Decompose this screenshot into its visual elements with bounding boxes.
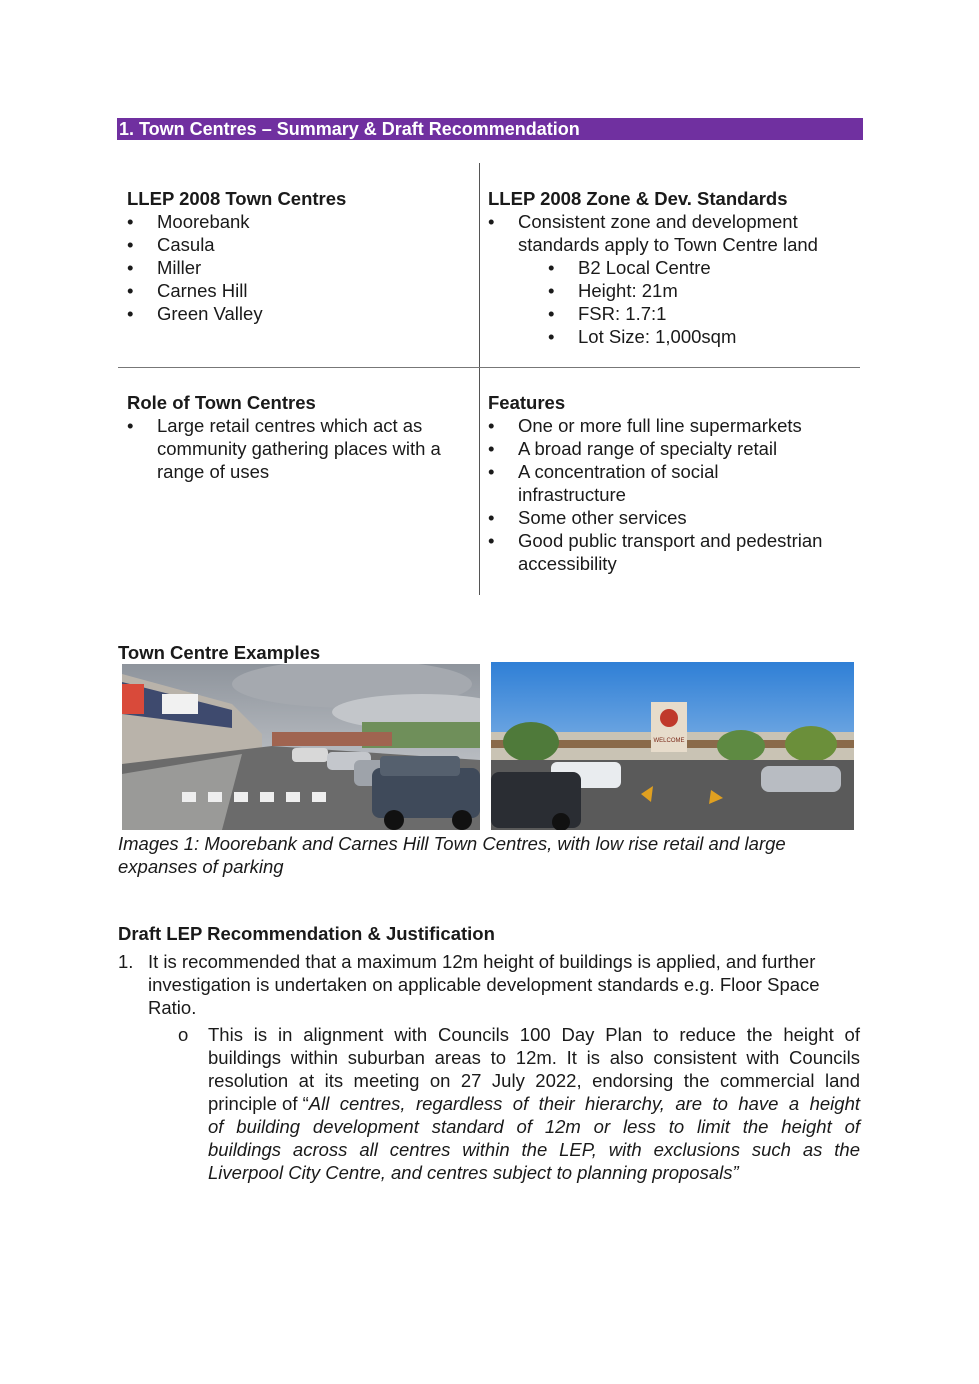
- bullet-icon: •: [127, 415, 134, 436]
- list-item-text: A concentration of social: [518, 461, 719, 482]
- bullet-icon: •: [127, 211, 134, 232]
- features-list: [488, 414, 860, 575]
- bullet-icon: •: [127, 257, 134, 278]
- caption-line: Images 1: Moorebank and Carnes Hill Town Centres, with low rise retail and large: [118, 833, 786, 854]
- moorebank-photo: [122, 664, 480, 830]
- list-item-text: community gathering places with a: [157, 438, 441, 459]
- list-item: [488, 460, 860, 506]
- list-item: [127, 414, 472, 483]
- cell-heading: LLEP 2008 Zone & Dev. Standards: [488, 188, 788, 209]
- list-item-text: Moorebank: [157, 211, 250, 232]
- justification-item: [178, 1023, 860, 1184]
- bullet-icon: •: [127, 234, 134, 255]
- list-item: [488, 210, 860, 256]
- list-item-text: Large retail centres which act as: [157, 415, 423, 436]
- bullet-icon: •: [488, 438, 495, 459]
- role-list: [127, 414, 472, 483]
- bullet-icon: •: [488, 530, 495, 551]
- bullet-icon: •: [488, 461, 495, 482]
- list-item: [488, 506, 860, 529]
- list-number: 1.: [118, 951, 134, 972]
- examples-heading: Town Centre Examples: [118, 642, 321, 663]
- section-title-bar: [117, 118, 863, 140]
- recommendation-heading: Draft LEP Recommendation & Justification: [118, 923, 495, 944]
- circle-bullet-icon: o: [178, 1024, 189, 1045]
- bullet-icon: •: [488, 507, 495, 528]
- list-item-text: accessibility: [518, 553, 617, 574]
- text-line: resolution at its meeting on 27 July 2022, endorsing the commercial land: [208, 1070, 860, 1091]
- grid-horizontal-divider: [118, 367, 860, 368]
- list-item-text: FSR: 1.7:1: [578, 303, 667, 324]
- quote-line: of building development standard of 12m or less to limit the height of: [208, 1116, 860, 1137]
- recommendation-text: [118, 950, 860, 1019]
- bullet-icon: •: [127, 280, 134, 301]
- list-item-text: A broad range of specialty retail: [518, 438, 778, 459]
- welcome-sign: WELCOME: [653, 738, 685, 744]
- text-line: buildings within suburban areas to 12m. It is also consistent with Councils: [208, 1047, 860, 1068]
- bullet-icon: •: [548, 280, 555, 301]
- bullet-icon: •: [127, 303, 134, 324]
- list-item: [488, 437, 860, 460]
- list-item-text: Some other services: [518, 507, 687, 528]
- sub-list-item: [488, 256, 860, 279]
- list-item: [127, 233, 467, 256]
- cell-features: [488, 391, 860, 575]
- recommendation-item: [118, 950, 860, 1019]
- text-line: [208, 1092, 860, 1115]
- moorebank-photo-graphic: [122, 664, 480, 830]
- bullet-icon: •: [488, 415, 495, 436]
- quote-text: All centres, regardless of their hierarchy, are to have a height: [308, 1093, 860, 1114]
- list-item-text: Green Valley: [157, 303, 263, 324]
- list-item: [127, 279, 467, 302]
- town-centres-list: [127, 210, 467, 325]
- text-fragment: principle of “: [208, 1093, 309, 1114]
- bullet-icon: •: [548, 303, 555, 324]
- list-item: [127, 210, 467, 233]
- list-item: [488, 529, 860, 575]
- caption-line: expanses of parking: [118, 856, 284, 877]
- text-line: Ratio.: [148, 997, 197, 1018]
- list-item-text: Lot Size: 1,000sqm: [578, 326, 737, 347]
- cell-heading: Role of Town Centres: [127, 392, 316, 413]
- quote-line: buildings across all centres within the LEP, with exclusions such as the: [208, 1139, 860, 1160]
- list-item-text: Good public transport and pedestrian: [518, 530, 823, 551]
- list-item-text: B2 Local Centre: [578, 257, 711, 278]
- sub-list-item: [488, 279, 860, 302]
- section-title: 1. Town Centres – Summary & Draft Recommendation: [119, 119, 580, 139]
- cell-town-centres: [127, 187, 467, 325]
- photo-caption: [118, 832, 860, 878]
- bullet-icon: •: [548, 257, 555, 278]
- quote-line: Liverpool City Centre, and centres subject to planning proposals”: [208, 1162, 739, 1183]
- list-item-text: standards apply to Town Centre land: [518, 234, 818, 255]
- grid-vertical-divider: [479, 163, 480, 595]
- list-item-text: range of uses: [157, 461, 270, 482]
- bullet-icon: •: [488, 211, 495, 232]
- text-line: It is recommended that a maximum 12m height of buildings is applied, and further: [148, 951, 816, 972]
- list-item-text: Height: 21m: [578, 280, 678, 301]
- list-item-text: Carnes Hill: [157, 280, 248, 301]
- zone-standards-list: [488, 210, 860, 348]
- list-item-text: infrastructure: [518, 484, 626, 505]
- text-line: investigation is undertaken on applicable development standards e.g. Floor Space: [148, 974, 820, 995]
- list-item: [127, 256, 467, 279]
- list-item-text: Miller: [157, 257, 202, 278]
- list-item: [127, 302, 467, 325]
- cell-role: [127, 391, 472, 483]
- cell-heading: Features: [488, 392, 566, 413]
- cell-zone-standards: [488, 187, 860, 348]
- text-line: This is in alignment with Councils 100 Day Plan to reduce the height of: [208, 1024, 860, 1045]
- list-item: [488, 414, 860, 437]
- list-item-text: Casula: [157, 234, 215, 255]
- list-item-text: Consistent zone and development: [518, 211, 798, 232]
- bullet-icon: •: [548, 326, 555, 347]
- cell-heading: LLEP 2008 Town Centres: [127, 188, 347, 209]
- sub-list-item: [488, 325, 860, 348]
- carnes-hill-photo: [491, 662, 854, 830]
- carnes-hill-photo-graphic: [491, 662, 854, 830]
- justification-text: [178, 1023, 860, 1184]
- list-item-text: One or more full line supermarkets: [518, 415, 802, 436]
- sub-list-item: [488, 302, 860, 325]
